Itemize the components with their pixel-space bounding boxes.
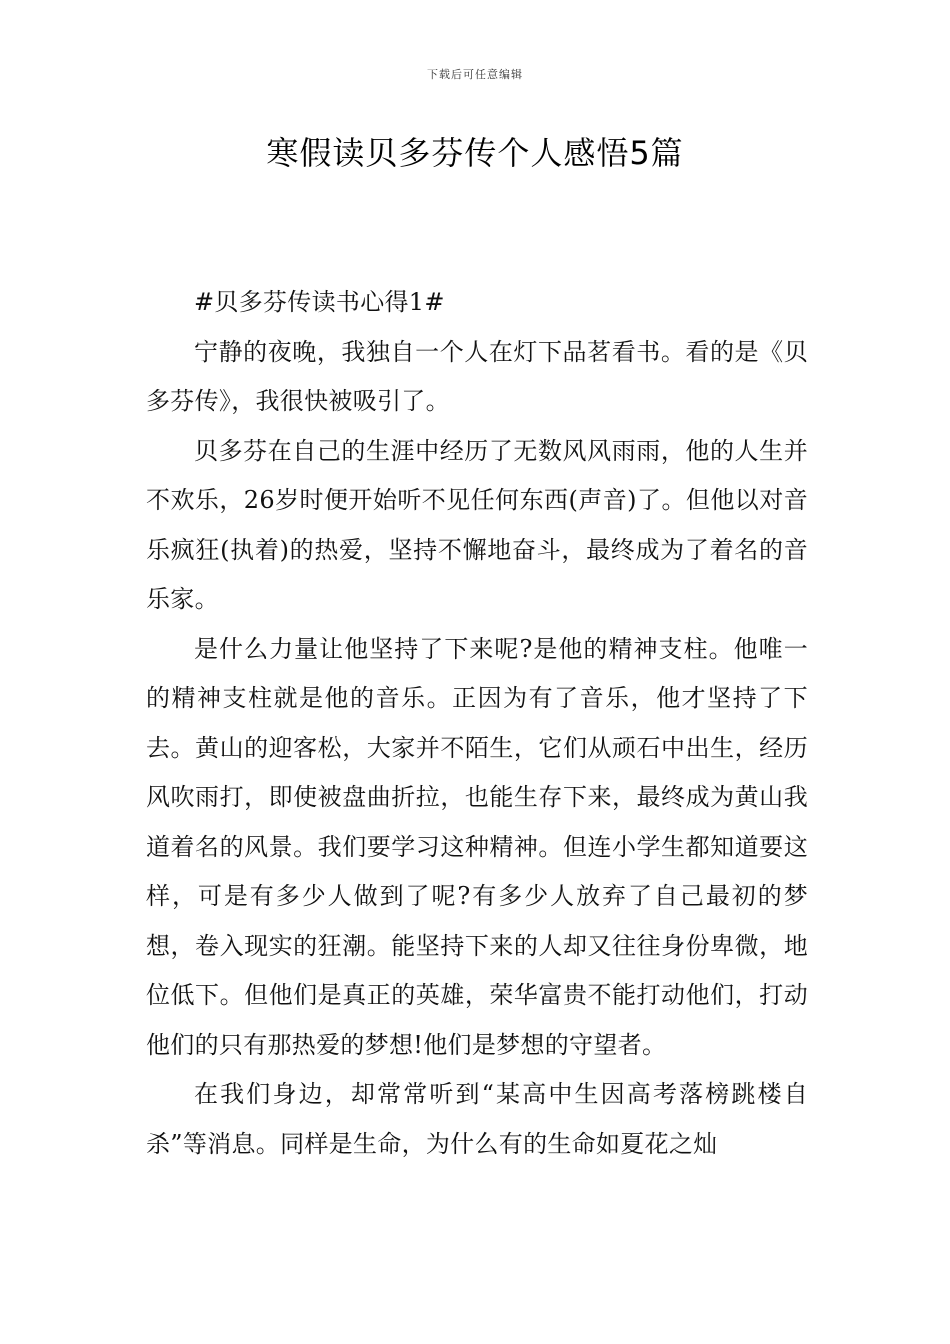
header-note: 下载后可任意编辑 (427, 68, 523, 81)
document-title: 寒假读贝多芬传个人感悟5篇 (266, 134, 684, 172)
section-heading: #贝多芬传读书心得1# (194, 288, 445, 316)
paragraph: 贝多芬在自己的生涯中经历了无数风风雨雨，他的人生并不欢乐，26岁时便开始听不见任何东西(声音)了。但他以对音乐疯狂(执着)的热爱，坚持不懈地奋斗，最终成为了着名的音乐家。 (146, 436, 808, 613)
paragraph: 在我们身边，却常常听到“某高中生因高考落榜跳楼自杀”等消息。同样是生命，为什么有的生命如夏花之灿 (146, 1080, 808, 1158)
paragraph: 是什么力量让他坚持了下来呢?是他的精神支柱。他唯一的精神支柱就是他的音乐。正因为有了音乐，他才坚持了下去。黄山的迎客松，大家并不陌生，它们从顽石中出生，经历风吹雨打，即使被盘曲折拉，也能生存下来，最终成为黄山我道着名的风景。我们要学习这种精神。但连小学生都知道要这样，可是有多少人做到了呢?有多少人放弃了自己最初的梦想，卷入现实的狂潮。能坚持下来的人却又往往身份卑微，地位低下。但他们是真正的英雄，荣华富贵不能打动他们，打动他们的只有那热爱的梦想!他们是梦想的守望者。 (146, 634, 808, 1059)
document-body (146, 278, 808, 1169)
paragraph: 宁静的夜晚，我独自一个人在灯下品茗看书。看的是《贝多芬传》，我很快被吸引了。 (146, 337, 808, 415)
